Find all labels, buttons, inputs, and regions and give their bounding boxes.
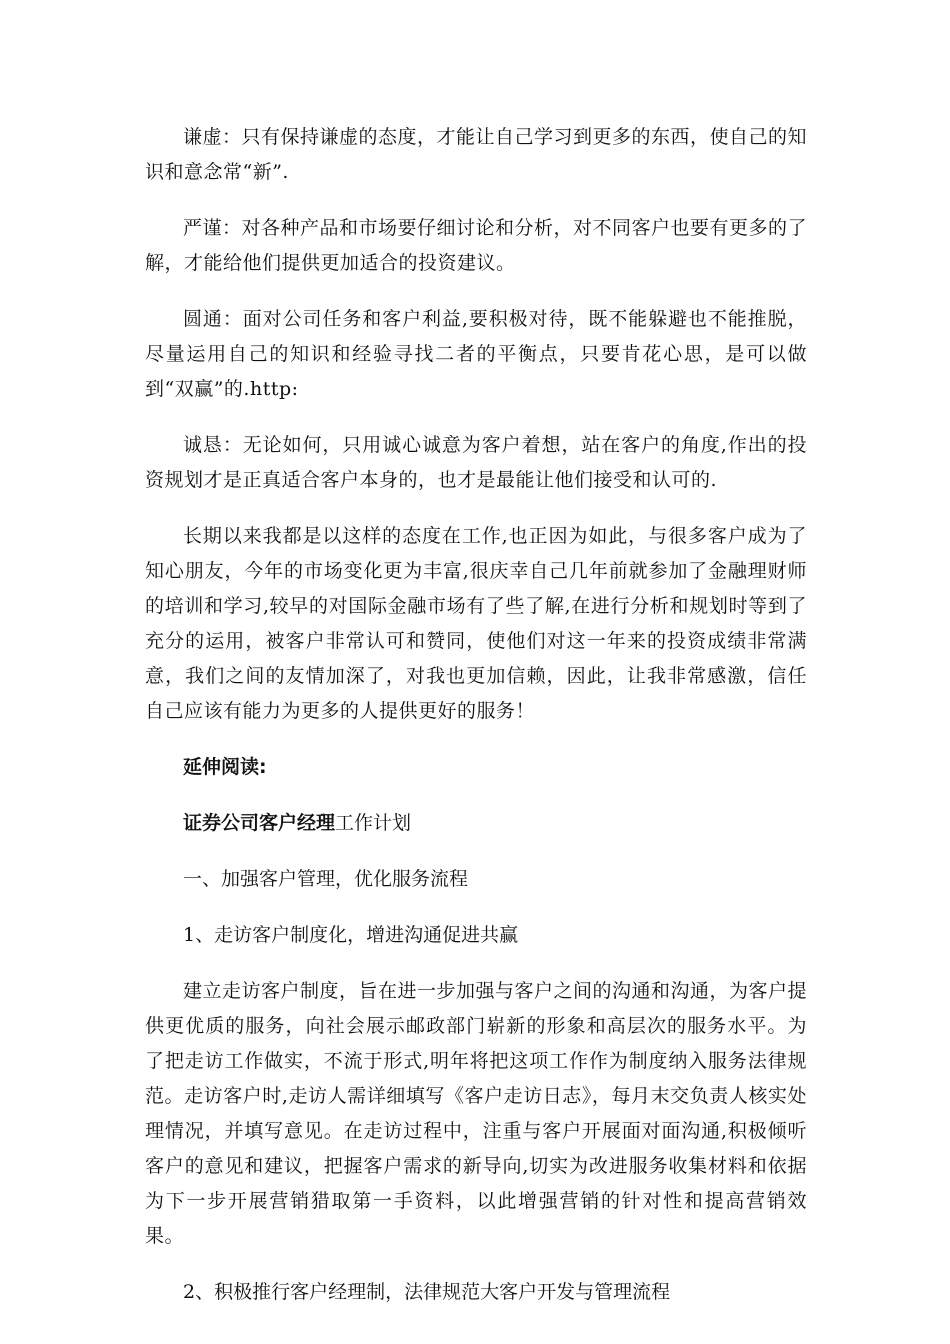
extended-reading-title-normal: 工作计划 xyxy=(335,812,412,834)
extended-reading-label: 延伸阅读: xyxy=(183,756,267,778)
extended-reading-title-bold: 证券公司客户经理 xyxy=(183,812,336,834)
item-2-title: 2、积极推行客户经理制，法律规范大客户开发与管理流程 xyxy=(183,1281,671,1303)
document-body xyxy=(145,120,807,1331)
item-1-body: 建立走访客户制度，旨在进一步加强与客户之间的沟通和沟通，为客户提供更优质的服务，向社会展示邮政部门崭新的形象和高层次的服务水平。为了把走访工作做实，不流于形式,明年将把这项工作作为制度纳入服务法律规范。走访客户时,走访人需详细填写《客户走访日志》，每月末交负责人核实处理情况，并填写意见。在走访过程中，注重与客户开展面对面沟通,积极倾听客户的意见和建议，把握客户需求的新导向,切实为改进服务收集材料和依据为下一步开展营销猎取第一手资料，以此增强营销的针对性和提高营销效果。 xyxy=(145,980,808,1247)
paragraph-flexibility: 圆通：面对公司任务和客户利益,要积极对待，既不能躲避也不能推脱，尽量运用自己的知识和经验寻找二者的平衡点，只要肯花心思，是可以做到“双赢”的.http: xyxy=(145,308,807,400)
paragraph-modesty: 谦虚：只有保持谦虚的态度，才能让自己学习到更多的东西，使自己的知识和意念常“新”. xyxy=(145,126,808,183)
section-heading: 一、加强客户管理，优化服务流程 xyxy=(183,868,469,890)
paragraph-rigor: 严谨：对各种产品和市场要仔细讨论和分析，对不同客户也要有更多的了解，才能给他们提供更加适合的投资建议。 xyxy=(145,217,808,274)
paragraph-sincerity: 诚恳：无论如何，只用诚心诚意为客户着想，站在客户的角度,作出的投资规划才是正真适合客户本身的，也才是最能让他们接受和认可的. xyxy=(145,434,807,491)
item-1-title: 1、走访客户制度化，增进沟通促进共赢 xyxy=(183,924,519,946)
paragraph-summary: 长期以来我都是以这样的态度在工作,也正因为如此，与很多客户成为了知心朋友，今年的市场变化更为丰富,很庆幸自己几年前就参加了金融理财师的培训和学习,较早的对国际金融市场有了些了解,在进行分析和规划时等到了充分的运用，被客户非常认可和赞同，使他们对这一年来的投资成绩非常满意，我们之间的友情加深了，对我也更加信赖，因此，让我非常感激，信任自己应该有能力为更多的人提供更好的服务！ xyxy=(145,525,807,722)
extended-reading-title xyxy=(145,806,807,841)
